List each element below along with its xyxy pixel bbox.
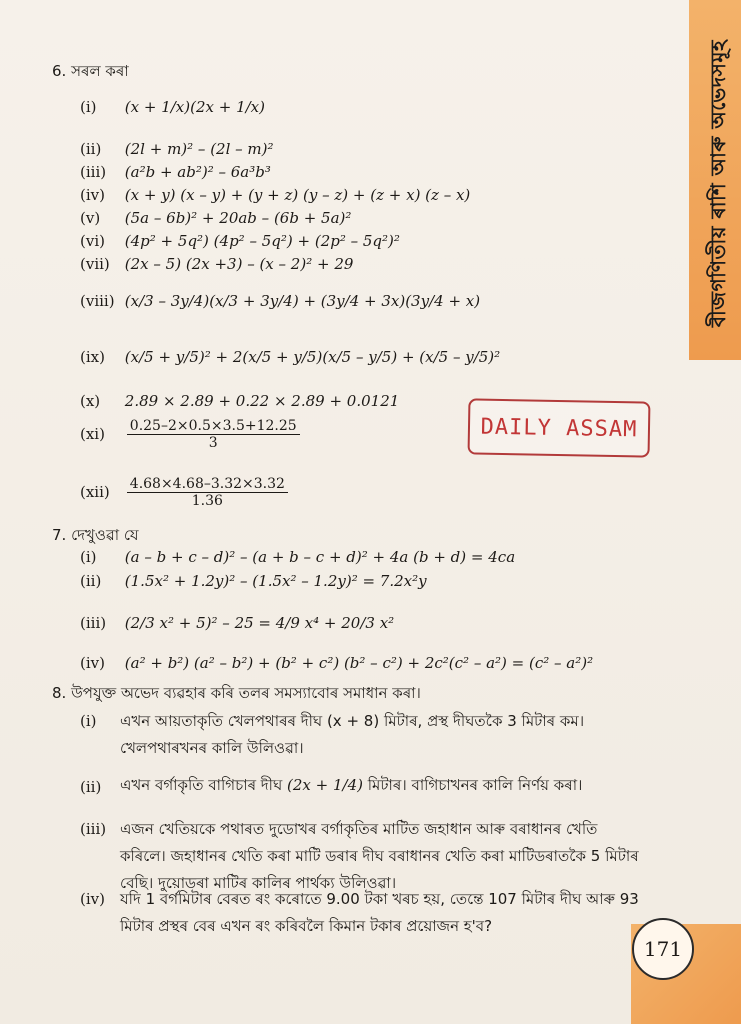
fraction	[127, 418, 300, 451]
item-expression: (1.5x² + 1.2y)² – (1.5x² – 1.2y)² = 7.2x²y	[124, 572, 427, 590]
item-expression: (4p² + 5q²) (4p² – 5q²) + (2p² – 5q²)²	[124, 232, 400, 250]
question-title: উপযুক্ত অভেদ ব্যৱহাৰ কৰি তলৰ সমস্যাবোৰ সমাধান কৰা।	[71, 684, 421, 702]
q6-item-ii	[80, 140, 274, 158]
q6-item-iii	[80, 163, 271, 181]
q6-item-viii	[80, 292, 480, 310]
item-expression: (a – b + c – d)² – (a + b – c + d)² + 4a (b + d) = 4ca	[124, 548, 516, 566]
item-label: (vii)	[80, 255, 110, 273]
q7-item-i	[80, 548, 515, 566]
q8-item-ii	[120, 772, 640, 799]
item-label: (i)	[80, 548, 97, 566]
question-7-heading	[52, 522, 139, 549]
question-number: 6.	[52, 62, 67, 80]
item-label: (x)	[80, 392, 101, 410]
page-number: 171	[632, 918, 694, 980]
q6-item-i	[80, 98, 265, 116]
q8-item-iii-text: এজন খেতিয়কে পথাৰত দুডোখৰ বৰ্গাকৃতিৰ মাটিত জহাধান আৰু বৰাধানৰ খেতি কৰিলে। জহাধানৰ খেতি কৰা মাটি ডৰাৰ দীঘ বৰাধানৰ খেতি কৰা মাটিডৰাতকৈ 5 মিটাৰ বেছি। দুয়োডৰা মাটিৰ কালিৰ পাৰ্থক্য উলিওৱা।	[120, 820, 639, 892]
q6-item-v	[80, 209, 351, 227]
chapter-title: বীজগণিতীয় ৰাশি আৰু অভেদসমূহ	[706, 40, 730, 328]
q7-item-iv	[80, 654, 593, 672]
q6-item-iv	[80, 186, 470, 204]
q6-item-xii	[80, 476, 290, 509]
question-number: 8.	[52, 684, 67, 702]
item-label: (v)	[80, 209, 101, 227]
fraction-numerator: 4.68×4.68–3.32×3.32	[127, 476, 288, 493]
item-expression: (a²b + ab²)² – 6a³b³	[124, 163, 271, 181]
item-expression: (x/3 – 3y/4)(x/3 + 3y/4) + (3y/4 + 3x)(3y/4 + x)	[124, 292, 481, 310]
fraction-denominator: 1.36	[191, 493, 223, 509]
q6-item-x	[80, 392, 399, 410]
q8-item-ii-label: (ii)	[80, 778, 102, 796]
item-label: (ii)	[80, 572, 102, 590]
item-label: (ix)	[80, 348, 105, 366]
q6-item-vi	[80, 232, 400, 250]
item-expression: (x/5 + y/5)² + 2(x/5 + y/5)(x/5 – y/5) + (x/5 – y/5)²	[124, 348, 501, 366]
q8-item-ii-expression: (2x + 1/4)	[287, 776, 363, 794]
item-label: (ii)	[80, 140, 102, 158]
q8-item-ii-text-a: এখন বৰ্গাকৃতি বাগিচাৰ দীঘ	[120, 776, 283, 794]
q6-item-vii	[80, 255, 353, 273]
q6-item-xi	[80, 418, 302, 451]
q8-item-i-text: এখন আয়তাকৃতি খেলপথাৰৰ দীঘ (x + 8) মিটাৰ, প্ৰস্থ দীঘতকৈ 3 মিটাৰ কম। খেলপথাৰখনৰ কালি উলিওৱা।	[120, 712, 585, 757]
item-expression: (2/3 x² + 5)² – 25 = 4/9 x⁴ + 20/3 x²	[124, 614, 395, 632]
q8-item-ii-text-b: মিটাৰ। বাগিচাখনৰ কালি নিৰ্ণয় কৰা।	[367, 776, 583, 794]
item-label: (iii)	[80, 614, 107, 632]
q8-item-i-label: (i)	[80, 712, 97, 730]
item-label: (xi)	[80, 424, 105, 443]
chapter-side-tab	[689, 0, 741, 360]
q8-item-iv-label: (iv)	[80, 890, 105, 908]
item-expression: (2l + m)² – (2l – m)²	[124, 140, 274, 158]
item-label: (iv)	[80, 186, 105, 204]
q8-item-iii-label: (iii)	[80, 820, 107, 838]
item-expression: (2x – 5) (2x +3) – (x – 2)² + 29	[124, 255, 354, 273]
q6-item-ix	[80, 348, 500, 366]
item-expression: (x + y) (x – y) + (y + z) (y – z) + (z + x) (z – x)	[124, 186, 471, 204]
question-title: সৰল কৰা	[71, 62, 129, 80]
item-expression: (5a – 6b)² + 20ab – (6b + 5a)²	[124, 209, 352, 227]
question-title: দেখুওৱা যে	[71, 526, 139, 544]
item-expression: 2.89 × 2.89 + 0.22 × 2.89 + 0.0121	[124, 392, 400, 410]
item-label: (iv)	[80, 654, 105, 672]
item-expression: (a² + b²) (a² – b²) + (b² + c²) (b² – c²) + 2c²(c² – a²) = (c² – a²)²	[124, 654, 594, 672]
fraction	[127, 476, 288, 509]
item-label: (xii)	[80, 482, 110, 501]
item-label: (viii)	[80, 292, 115, 310]
q7-item-ii	[80, 572, 427, 590]
question-6-heading	[52, 58, 129, 85]
fraction-denominator: 3	[208, 435, 218, 451]
q7-item-iii	[80, 614, 394, 632]
item-label: (vi)	[80, 232, 105, 250]
item-label: (i)	[80, 98, 97, 116]
item-label: (iii)	[80, 163, 107, 181]
q8-item-iv-text: যদি 1 বৰ্গমিটাৰ বেৰত ৰং কৰোতে 9.00 টকা খৰচ হয়, তেন্তে 107 মিটাৰ দীঘ আৰু 93 মিটাৰ প্ৰস্থৰ বেৰ এখন ৰং কৰিবলৈ কিমান টকাৰ প্ৰয়োজন হ'ব?	[120, 890, 639, 935]
daily-assam-stamp: DAILY ASSAM	[468, 398, 651, 457]
question-8-heading	[52, 680, 421, 707]
question-number: 7.	[52, 526, 67, 544]
item-expression: (x + 1/x)(2x + 1/x)	[124, 98, 265, 116]
fraction-numerator: 0.25–2×0.5×3.5+12.25	[127, 418, 300, 435]
